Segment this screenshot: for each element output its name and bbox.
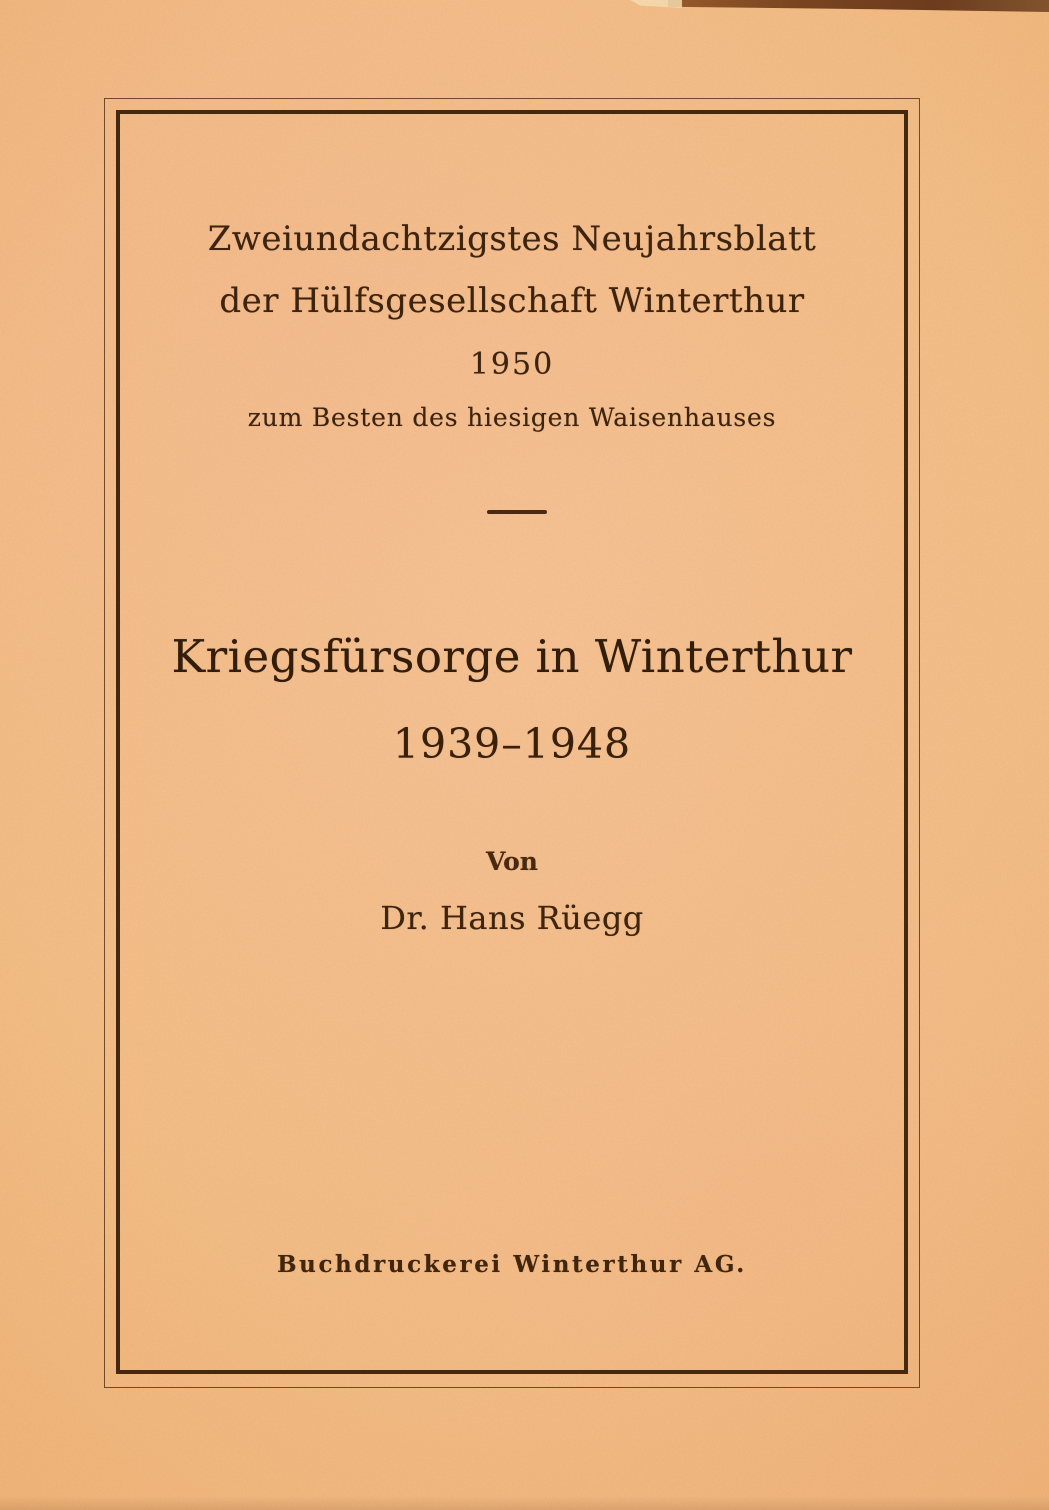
printer-imprint: Buchdruckerei Winterthur AG. <box>277 1251 747 1278</box>
series-title-line1: Zweiundachtzigstes Neujahrsblatt <box>207 219 817 259</box>
byline-label: Von <box>486 847 538 876</box>
author-name: Dr. Hans Rüegg <box>380 899 644 937</box>
background-surface <box>668 0 1049 16</box>
publication-year: 1950 <box>469 347 555 382</box>
main-title: Kriegsfürsorge in Winterthur <box>171 630 853 683</box>
photo-bottom-shadow <box>0 1496 1049 1510</box>
series-title-line2: der Hülfsgesellschaft Winterthur <box>219 281 805 321</box>
outer-border-rule <box>104 98 920 1388</box>
paper-edge-highlight <box>630 0 682 8</box>
dedication-line: zum Besten des hiesigen Waisenhauses <box>247 403 777 432</box>
subtitle-years: 1939–1948 <box>392 720 632 768</box>
divider-rule <box>487 510 547 514</box>
